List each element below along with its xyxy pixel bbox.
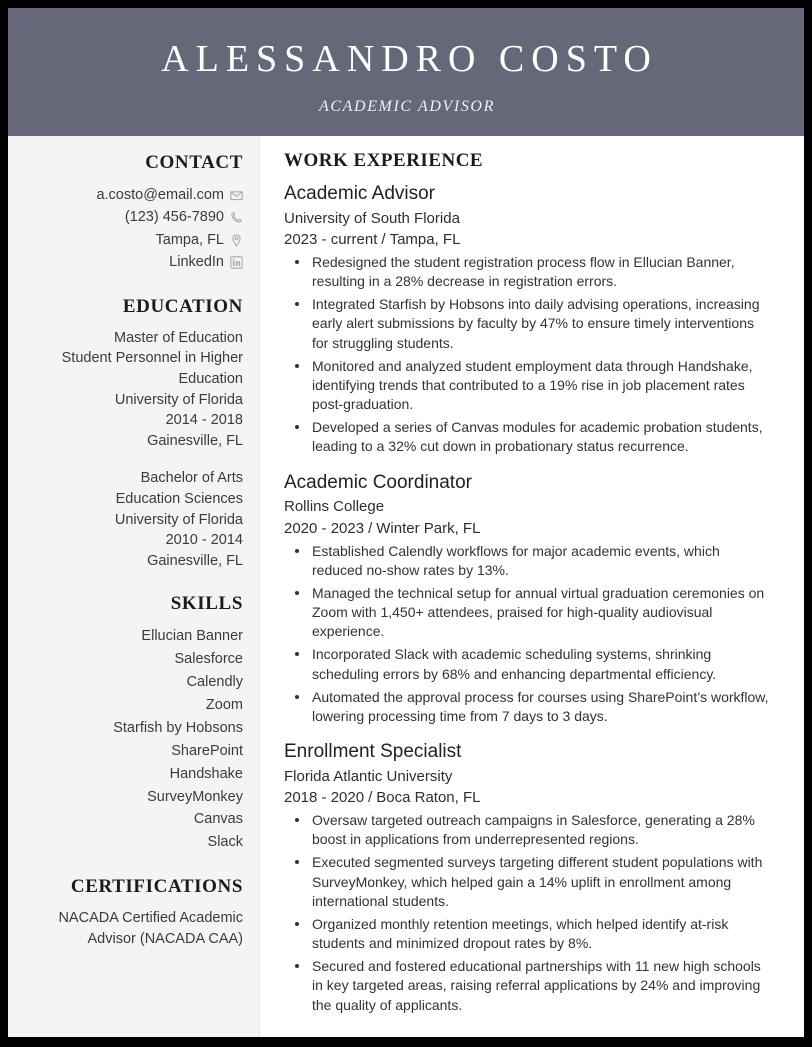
location-pin-icon	[230, 234, 243, 247]
job-location: Winter Park, FL	[376, 519, 481, 537]
education-degree: Master of Education	[114, 329, 243, 346]
job-meta	[284, 787, 772, 808]
contact-item-linkedin[interactable]	[22, 251, 243, 273]
job-bullet: Monitored and analyzed student employment data through Handshake, identifying trends that contributed to a 19% rise in job placement rates post-graduation.	[284, 357, 772, 415]
sidebar	[8, 136, 260, 1037]
skills-heading: SKILLS	[170, 593, 243, 615]
education-heading: EDUCATION	[122, 295, 243, 317]
resume-header	[8, 8, 804, 136]
job-bullet: Managed the technical setup for annual virtual graduation ceremonies on Zoom with 1,450+ attendees, praised for high-quality audiovisual experience.	[284, 584, 772, 642]
job-entry	[284, 471, 772, 726]
job-meta	[284, 518, 772, 539]
resume-page	[8, 8, 804, 1037]
job-title: Academic Advisor	[284, 183, 436, 204]
contact-item-phone[interactable]	[22, 206, 243, 228]
linkedin-icon	[230, 256, 243, 269]
skill-item: Slack	[207, 834, 243, 851]
education-field: Student Personnel in Higher Education	[61, 350, 243, 388]
certification-item: NACADA Certified Academic Advisor (NACADA CAA)	[58, 910, 243, 947]
work-experience-heading: WORK EXPERIENCE	[284, 150, 484, 171]
certifications-heading: CERTIFICATIONS	[70, 876, 243, 898]
envelope-icon	[230, 189, 243, 202]
certifications-section	[22, 876, 243, 949]
job-bullet-list	[284, 253, 772, 457]
education-degree: Bachelor of Arts	[140, 470, 243, 487]
education-field: Education Sciences	[115, 490, 243, 507]
job-bullet: Integrated Starfish by Hobsons into daily advising operations, increasing early alert submissions by faculty by 47% to ensure timely interventions for struggling students.	[284, 295, 772, 353]
contact-email-value: a.costo@email.com	[96, 187, 224, 203]
job-location: Boca Raton, FL	[376, 789, 481, 807]
job-dates: 2020 - 2023	[284, 519, 365, 537]
job-location: Tampa, FL	[389, 230, 461, 248]
job-entry	[284, 740, 772, 1015]
skill-item: Starfish by Hobsons	[113, 719, 243, 736]
job-bullet-list	[284, 811, 772, 1015]
contact-phone-value: (123) 456-7890	[124, 209, 224, 226]
contact-heading: CONTACT	[145, 152, 243, 173]
education-dates: 2014 - 2018	[165, 412, 243, 429]
resume-body	[8, 136, 804, 1037]
skill-item: Calendly	[186, 674, 243, 691]
phone-icon	[230, 211, 243, 224]
main-column	[260, 136, 804, 1037]
job-meta-separator: /	[368, 519, 373, 537]
education-entry	[22, 468, 243, 571]
job-company: Rollins College	[284, 498, 385, 516]
job-bullet: Oversaw targeted outreach campaigns in Salesforce, generating a 28% boost in applications from underrepresented regions.	[284, 811, 772, 849]
skill-item: SurveyMonkey	[147, 788, 243, 805]
job-title: Academic Coordinator	[284, 471, 472, 493]
job-dates: 2018 - 2020	[284, 789, 365, 807]
education-section	[22, 296, 243, 571]
job-bullet: Established Calendly workflows for major academic events, which reduced no-show rates by 13%.	[284, 542, 772, 580]
job-bullet: Organized monthly retention meetings, which helped identify at-risk students and minimized dropout rates by 8%.	[284, 915, 772, 953]
contact-linkedin-value: LinkedIn	[169, 254, 224, 271]
skill-item: Canvas	[193, 811, 243, 828]
job-meta-separator: /	[381, 230, 386, 248]
job-bullet: Redesigned the student registration process flow in Ellucian Banner, resulting in a 28% decrease in registration errors.	[284, 253, 772, 291]
job-bullet-list	[284, 542, 772, 727]
contact-location-value: Tampa, FL	[155, 231, 224, 248]
job-entry	[284, 182, 772, 457]
skills-section	[22, 593, 243, 854]
skill-item: Salesforce	[174, 651, 243, 668]
job-dates: 2023 - current	[284, 230, 378, 248]
job-bullet: Executed segmented surveys targeting different student populations with SurveyMonkey, which helped gain a 14% uplift in enrollment among international students.	[284, 853, 772, 911]
candidate-job-title: ACADEMIC ADVISOR	[319, 97, 495, 115]
skill-item: SharePoint	[171, 742, 243, 759]
education-school: University of Florida	[114, 511, 243, 528]
job-title: Enrollment Specialist	[284, 741, 462, 763]
job-company: University of South Florida	[284, 209, 460, 227]
education-entry	[22, 328, 243, 451]
job-bullet: Automated the approval process for courses using SharePoint’s workflow, lowering processing time from 7 days to 3 days.	[284, 688, 772, 726]
education-dates: 2010 - 2014	[165, 532, 243, 549]
job-meta	[284, 229, 772, 250]
candidate-name: ALESSANDRO COSTO	[161, 38, 658, 80]
education-location: Gainesville, FL	[147, 552, 243, 569]
job-company: Florida Atlantic University	[284, 767, 453, 785]
contact-item-email[interactable]	[22, 184, 243, 206]
education-location: Gainesville, FL	[147, 432, 243, 449]
contact-item-location	[22, 229, 243, 251]
job-bullet: Developed a series of Canvas modules for academic probation students, leading to a 32% cut down in probationary status recurrence.	[284, 418, 772, 456]
job-bullet: Incorporated Slack with academic scheduling systems, shrinking scheduling errors by 68% and enhancing departmental efficiency.	[284, 645, 772, 683]
job-bullet: Secured and fostered educational partnerships with 11 new high schools in key targeted areas, raising referral applications by 24% and improving the quality of applicants.	[284, 957, 772, 1015]
job-meta-separator: /	[368, 789, 373, 807]
skill-item: Handshake	[169, 765, 243, 782]
skill-item: Zoom	[205, 696, 243, 713]
skill-item: Ellucian Banner	[141, 628, 243, 645]
education-school: University of Florida	[114, 391, 243, 408]
contact-section	[22, 152, 243, 274]
